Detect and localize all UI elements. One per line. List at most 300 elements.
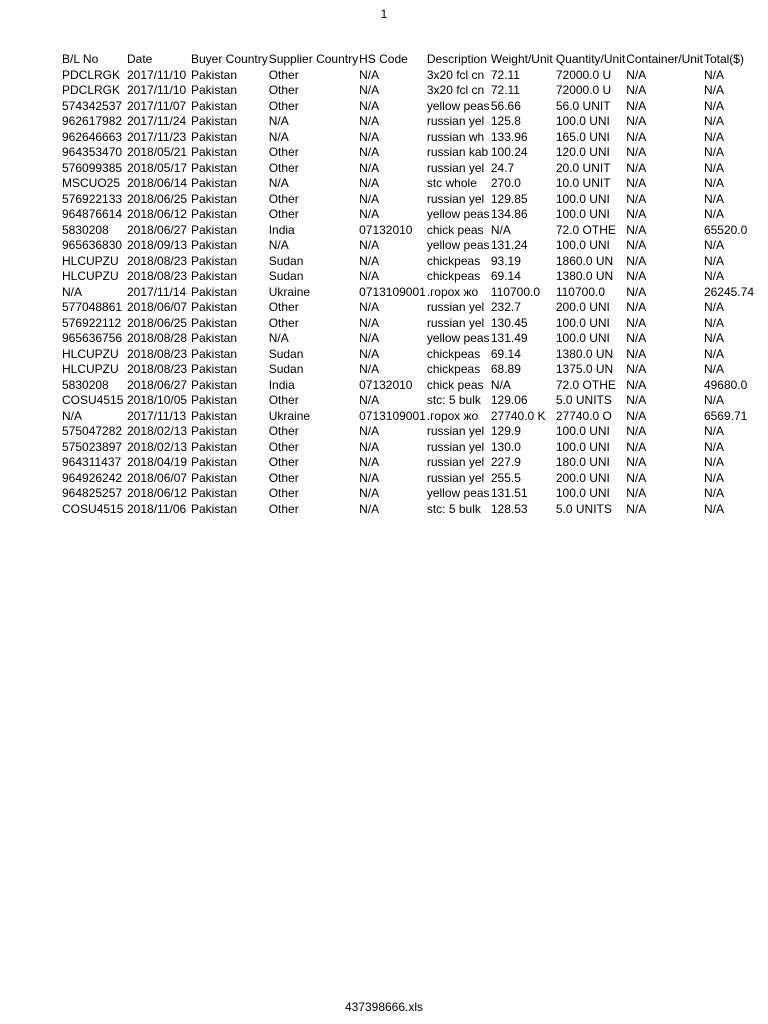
table-row [61, 409, 768, 425]
table-cell: Other [268, 455, 299, 469]
table-cell: N/A [626, 393, 647, 407]
table-cell: PDCLRGK [62, 67, 121, 82]
table-cell: 2017/11/14 [127, 284, 187, 299]
column-header: Weight/Unit [490, 52, 553, 66]
table-cell: N/A [626, 83, 647, 97]
table-cell: 120.0 UNI [555, 145, 610, 159]
table-cell: .горох жо [426, 284, 479, 299]
table-cell: 255.5 [490, 470, 521, 485]
table-cell: 0713109001 [359, 284, 426, 299]
table-cell: N/A [626, 284, 647, 299]
table-cell: Other [268, 315, 299, 330]
table-cell: 129.85 [490, 191, 528, 206]
table-cell: 964311437 [62, 455, 122, 469]
table-cell: 200.0 UNI [555, 470, 610, 485]
table-cell: 964876614 [62, 207, 123, 221]
table-cell: 100.0 UNI [555, 424, 610, 438]
table-cell: 2018/11/06 [127, 501, 187, 516]
table-cell: N/A [62, 408, 83, 423]
table-row [61, 316, 768, 332]
table-cell: N/A [268, 129, 289, 144]
table-cell: russian wh [426, 129, 485, 144]
table-cell: 2018/06/27 [127, 377, 188, 392]
table-cell: 2018/08/23 [127, 269, 188, 283]
table-cell: N/A [268, 114, 289, 128]
table-cell: N/A [359, 129, 380, 144]
table-cell: 72.11 [490, 83, 520, 97]
table-cell: N/A [626, 362, 647, 376]
table-cell: 131.51 [490, 486, 528, 500]
table-cell: N/A [703, 67, 724, 82]
table-cell: N/A [268, 238, 289, 252]
table-cell: N/A [359, 145, 380, 159]
table-cell: 100.0 UNI [555, 486, 610, 500]
table-cell: N/A [626, 486, 647, 500]
table-cell: russian yel [426, 315, 485, 330]
table-cell: Pakistan [191, 114, 238, 128]
table-cell: N/A [703, 129, 724, 144]
table-cell: 2018/02/13 [127, 439, 188, 454]
table-cell: 110700.0 [555, 284, 606, 299]
table-cell: N/A [703, 253, 724, 268]
table-cell: Pakistan [191, 377, 238, 392]
table-cell: N/A [359, 470, 380, 485]
table-cell: Other [268, 393, 299, 407]
table-cell: 2018/04/19 [127, 455, 188, 469]
data-table [61, 52, 768, 517]
table-cell: N/A [626, 191, 647, 206]
table-cell: 49680.0 [703, 377, 748, 392]
table-cell: 26245.74 [703, 284, 754, 299]
table-cell: N/A [703, 160, 724, 175]
table-cell: Sudan [268, 346, 304, 361]
table-cell: N/A [626, 145, 647, 159]
table-cell: Pakistan [191, 238, 238, 252]
table-cell: 69.14 [490, 269, 521, 283]
table-cell: N/A [359, 393, 380, 407]
table-cell: N/A [626, 501, 647, 516]
table-cell: Other [268, 145, 299, 159]
table-cell: 100.0 UNI [555, 207, 610, 221]
table-cell: chickpeas [426, 362, 481, 376]
table-cell: N/A [359, 455, 380, 469]
table-row [61, 176, 768, 192]
table-row [61, 471, 768, 487]
table-row [61, 347, 768, 363]
table-cell: N/A [703, 455, 724, 469]
table-cell: 130.0 [490, 439, 521, 454]
table-cell: N/A [490, 377, 511, 392]
table-cell: 5830208 [62, 377, 109, 392]
table-cell: 100.0 UNI [555, 238, 610, 252]
table-cell: chick peas [426, 222, 484, 237]
table-row [61, 285, 768, 301]
table-cell: 962646663 [62, 129, 123, 144]
table-cell: Pakistan [191, 98, 238, 113]
table-cell: N/A [626, 114, 647, 128]
table-row [61, 486, 768, 502]
table-row [61, 502, 768, 518]
table-cell: N/A [626, 315, 647, 330]
table-cell: N/A [626, 455, 647, 469]
table-cell: 2017/11/10 [127, 83, 187, 97]
table-cell: stc: 5 bulk [426, 501, 481, 516]
table-cell: Other [268, 501, 299, 516]
table-cell: Pakistan [191, 486, 238, 500]
table-cell: N/A [626, 346, 647, 361]
table-row [61, 362, 768, 378]
table-cell: Pakistan [191, 501, 238, 516]
table-cell: N/A [626, 424, 647, 438]
table-cell: N/A [703, 145, 724, 159]
table-cell: 2018/06/07 [127, 300, 188, 314]
table-cell: N/A [626, 67, 647, 82]
table-cell: N/A [626, 300, 647, 314]
table-cell: N/A [359, 238, 380, 252]
table-cell: Pakistan [191, 222, 238, 237]
table-row [61, 269, 768, 285]
column-header: Buyer Country [191, 52, 268, 66]
table-cell: chickpeas [426, 253, 481, 268]
table-cell: 575023897 [62, 439, 123, 454]
table-row [61, 378, 768, 394]
table-cell: Other [268, 424, 299, 438]
table-cell: Ukraine [268, 408, 311, 423]
table-cell: 2018/05/17 [127, 160, 188, 175]
table-cell: 130.45 [490, 315, 528, 330]
table-cell: Other [268, 191, 299, 206]
table-cell: chickpeas [426, 269, 481, 283]
table-cell: 100.0 UNI [555, 191, 610, 206]
table-cell: 1860.0 UN [555, 253, 614, 268]
table-cell: N/A [626, 377, 647, 392]
table-cell: N/A [359, 160, 380, 175]
table-cell: N/A [703, 98, 724, 113]
table-cell: 72.0 OTHE [555, 377, 616, 392]
table-cell: 65520.0 [703, 222, 748, 237]
table-cell: 965636830 [62, 238, 123, 252]
table-cell: russian kab [426, 145, 489, 159]
table-cell: 1375.0 UN [555, 362, 614, 376]
table-cell: N/A [268, 176, 289, 190]
table-cell: chickpeas [426, 346, 481, 361]
table-cell: PDCLRGK [62, 83, 121, 97]
table-cell: 100.0 UNI [555, 114, 610, 128]
table-cell: N/A [359, 191, 380, 206]
table-cell: 964353470 [62, 145, 123, 159]
table-cell: N/A [626, 439, 647, 454]
table-cell: N/A [703, 191, 724, 206]
table-cell: 965636756 [62, 331, 123, 345]
table-cell: N/A [703, 269, 724, 283]
table-cell: 2018/05/21 [127, 145, 188, 159]
table-cell: 2018/06/27 [127, 222, 188, 237]
table-cell: yellow peas [426, 98, 490, 113]
table-cell: 964926242 [62, 470, 123, 485]
table-cell: N/A [626, 98, 647, 113]
table-cell: 964825257 [62, 486, 123, 500]
table-cell: N/A [359, 331, 380, 345]
table-cell: 07132010 [359, 222, 413, 237]
table-cell: 962617982 [62, 114, 123, 128]
table-cell: stc: 5 bulk [426, 393, 481, 407]
table-cell: N/A [703, 83, 724, 97]
table-row [61, 99, 768, 115]
table-cell: Sudan [268, 362, 304, 376]
table-cell: russian yel [426, 424, 485, 438]
table-cell: 2018/08/28 [127, 331, 188, 345]
table-cell: Pakistan [191, 455, 238, 469]
table-row [61, 192, 768, 208]
table-body [61, 68, 768, 518]
table-cell: HLCUPZU [62, 362, 119, 376]
table-cell: 2018/02/13 [127, 424, 188, 438]
table-cell: Pakistan [191, 191, 238, 206]
table-row [61, 130, 768, 146]
table-cell: N/A [359, 114, 380, 128]
table-cell: N/A [359, 486, 380, 500]
table-cell: N/A [703, 176, 724, 190]
table-row [61, 331, 768, 347]
table-cell: 575047282 [62, 424, 123, 438]
table-row [61, 455, 768, 471]
table-cell: stc whole [426, 176, 477, 190]
table-cell: Other [268, 439, 299, 454]
table-cell: 100.24 [490, 145, 528, 159]
table-cell: N/A [359, 176, 380, 190]
table-cell: 1380.0 UN [555, 269, 614, 283]
column-header: Total($) [703, 52, 744, 66]
column-header: Supplier Country [268, 52, 359, 66]
table-cell: 100.0 UNI [555, 439, 610, 454]
table-cell: N/A [703, 315, 724, 330]
table-cell: Other [268, 98, 299, 113]
table-cell: 24.7 [490, 160, 515, 175]
table-cell: 576099385 [62, 160, 123, 175]
table-cell: 2017/11/13 [127, 408, 187, 423]
table-cell: 2018/08/23 [127, 253, 188, 268]
page-number: 1 [380, 7, 388, 21]
table-cell: N/A [626, 408, 647, 423]
table-row [61, 254, 768, 270]
table-cell: 56.0 UNIT [555, 98, 611, 113]
table-cell: 125.8 [490, 114, 521, 128]
table-cell: 2018/08/23 [127, 362, 188, 376]
table-cell: N/A [359, 424, 380, 438]
table-cell: yellow peas [426, 238, 490, 252]
table-cell: 3x20 fcl cn [426, 67, 485, 82]
table-cell: N/A [62, 284, 83, 299]
table-cell: 2018/06/14 [127, 176, 188, 190]
table-cell: Pakistan [191, 129, 238, 144]
table-cell: 2018/06/25 [127, 315, 188, 330]
footer-filename: 437398666.xls [344, 1000, 424, 1014]
table-cell: Pakistan [191, 439, 238, 454]
table-cell: Sudan [268, 269, 304, 283]
table-cell: 20.0 UNIT [555, 160, 611, 175]
table-cell: N/A [268, 331, 289, 345]
table-cell: 576922112 [62, 315, 122, 330]
table-cell: N/A [626, 238, 647, 252]
table-cell: N/A [703, 424, 724, 438]
table-cell: russian yel [426, 191, 485, 206]
table-cell: Pakistan [191, 207, 238, 221]
table-cell: 129.9 [490, 424, 521, 438]
table-cell: N/A [703, 207, 724, 221]
table-cell: 2018/09/13 [127, 238, 188, 252]
table-row [61, 68, 768, 84]
table-cell: 5.0 UNITS [555, 393, 612, 407]
table-cell: N/A [703, 300, 724, 314]
table-cell: N/A [626, 129, 647, 144]
table-row [61, 207, 768, 223]
table-cell: HLCUPZU [62, 346, 119, 361]
table-cell: 2017/11/24 [127, 114, 187, 128]
table-cell: 131.49 [490, 331, 528, 345]
table-cell: Other [268, 67, 299, 82]
table-cell: 5.0 UNITS [555, 501, 612, 516]
table-cell: yellow peas [426, 331, 490, 345]
table-cell: Pakistan [191, 470, 238, 485]
table-cell: N/A [359, 253, 380, 268]
table-cell: N/A [359, 315, 380, 330]
column-header: B/L No [62, 52, 99, 66]
table-cell: N/A [359, 362, 380, 376]
table-cell: Other [268, 207, 299, 221]
table-cell: Pakistan [191, 408, 238, 423]
table-cell: 3x20 fcl cn [426, 83, 485, 97]
table-cell: 10.0 UNIT [555, 176, 611, 190]
table-cell: N/A [626, 269, 647, 283]
table-row [61, 238, 768, 254]
table-cell: 72000.0 U [555, 83, 612, 97]
table-row [61, 393, 768, 409]
table-cell: N/A [703, 238, 724, 252]
table-cell: russian yel [426, 439, 485, 454]
table-row [61, 161, 768, 177]
table-cell: 270.0 [490, 176, 521, 190]
table-cell: COSU4515 [62, 393, 124, 407]
table-cell: HLCUPZU [62, 253, 119, 268]
table-cell: russian yel [426, 300, 485, 314]
table-cell: Pakistan [191, 393, 238, 407]
table-cell: 56.66 [490, 98, 521, 113]
table-cell: Pakistan [191, 145, 238, 159]
table-cell: russian yel [426, 470, 485, 485]
table-cell: 110700.0 [490, 284, 541, 299]
table-cell: N/A [359, 98, 380, 113]
table-cell: 2018/10/05 [127, 393, 188, 407]
table-cell: N/A [703, 486, 724, 500]
table-cell: Pakistan [191, 176, 238, 190]
table-cell: MSCUO25 [62, 176, 121, 190]
table-row [61, 145, 768, 161]
table-cell: Pakistan [191, 160, 238, 175]
table-cell: Other [268, 470, 299, 485]
table-cell: N/A [703, 346, 724, 361]
table-cell: N/A [703, 114, 724, 128]
table-cell: Other [268, 160, 299, 175]
table-row [61, 114, 768, 130]
table-cell: 577048861 [62, 300, 123, 314]
column-header: Quantity/Unit [555, 52, 626, 66]
table-cell: russian yel [426, 455, 485, 469]
table-cell: N/A [703, 393, 724, 407]
table-cell: 72.11 [490, 67, 520, 82]
table-cell: 2017/11/07 [127, 98, 187, 113]
table-cell: N/A [359, 207, 380, 221]
table-cell: Pakistan [191, 346, 238, 361]
table-cell: 2017/11/23 [127, 129, 187, 144]
table-cell: N/A [703, 439, 724, 454]
table-cell: N/A [626, 331, 647, 345]
column-header: HS Code [359, 52, 408, 66]
table-cell: 574342537 [62, 98, 123, 113]
table-cell: Sudan [268, 253, 304, 268]
table-cell: N/A [359, 83, 380, 97]
table-cell: N/A [626, 222, 647, 237]
table-cell: 5830208 [62, 222, 109, 237]
table-cell: yellow peas [426, 207, 490, 221]
table-cell: russian yel [426, 160, 485, 175]
table-cell: India [268, 222, 295, 237]
table-cell: chick peas [426, 377, 484, 392]
table-cell: 133.96 [490, 129, 528, 144]
table-cell: N/A [626, 253, 647, 268]
table-cell: N/A [703, 362, 724, 376]
table-cell: Ukraine [268, 284, 311, 299]
table-cell: N/A [703, 470, 724, 485]
table-cell: 2018/06/12 [127, 486, 188, 500]
table-cell: 128.53 [490, 501, 528, 516]
column-header: Date [127, 52, 153, 66]
table-cell: N/A [626, 160, 647, 175]
table-cell: yellow peas [426, 486, 490, 500]
table-cell: Other [268, 486, 299, 500]
table-cell: 2017/11/10 [127, 67, 187, 82]
table-cell: 576922133 [62, 191, 123, 206]
table-cell: Pakistan [191, 83, 238, 97]
table-cell: 1380.0 UN [555, 346, 614, 361]
table-cell: 68.89 [490, 362, 521, 376]
table-cell: N/A [626, 470, 647, 485]
table-cell: 165.0 UNI [555, 129, 610, 144]
column-header: Description [426, 52, 487, 66]
table-cell: N/A [490, 222, 511, 237]
table-cell: HLCUPZU [62, 269, 119, 283]
table-row [61, 300, 768, 316]
table-cell: 69.14 [490, 346, 521, 361]
table-cell: 27740.0 O [555, 408, 612, 423]
table-cell: 6569.71 [703, 408, 748, 423]
table-cell: 72.0 OTHE [555, 222, 616, 237]
table-cell: N/A [703, 331, 724, 345]
table-cell: N/A [359, 346, 380, 361]
table-cell: 2018/08/23 [127, 346, 188, 361]
table-cell: 07132010 [359, 377, 413, 392]
table-cell: Pakistan [191, 67, 238, 82]
table-cell: Other [268, 300, 299, 314]
table-cell: India [268, 377, 295, 392]
table-cell: 131.24 [490, 238, 528, 252]
column-header: Container/Unit [626, 52, 703, 66]
table-row [61, 440, 768, 456]
table-cell: 2018/06/07 [127, 470, 188, 485]
table-cell: N/A [359, 269, 380, 283]
table-cell: 129.06 [490, 393, 528, 407]
table-cell: 27740.0 K [490, 408, 546, 423]
table-cell: 227.9 [490, 455, 521, 469]
